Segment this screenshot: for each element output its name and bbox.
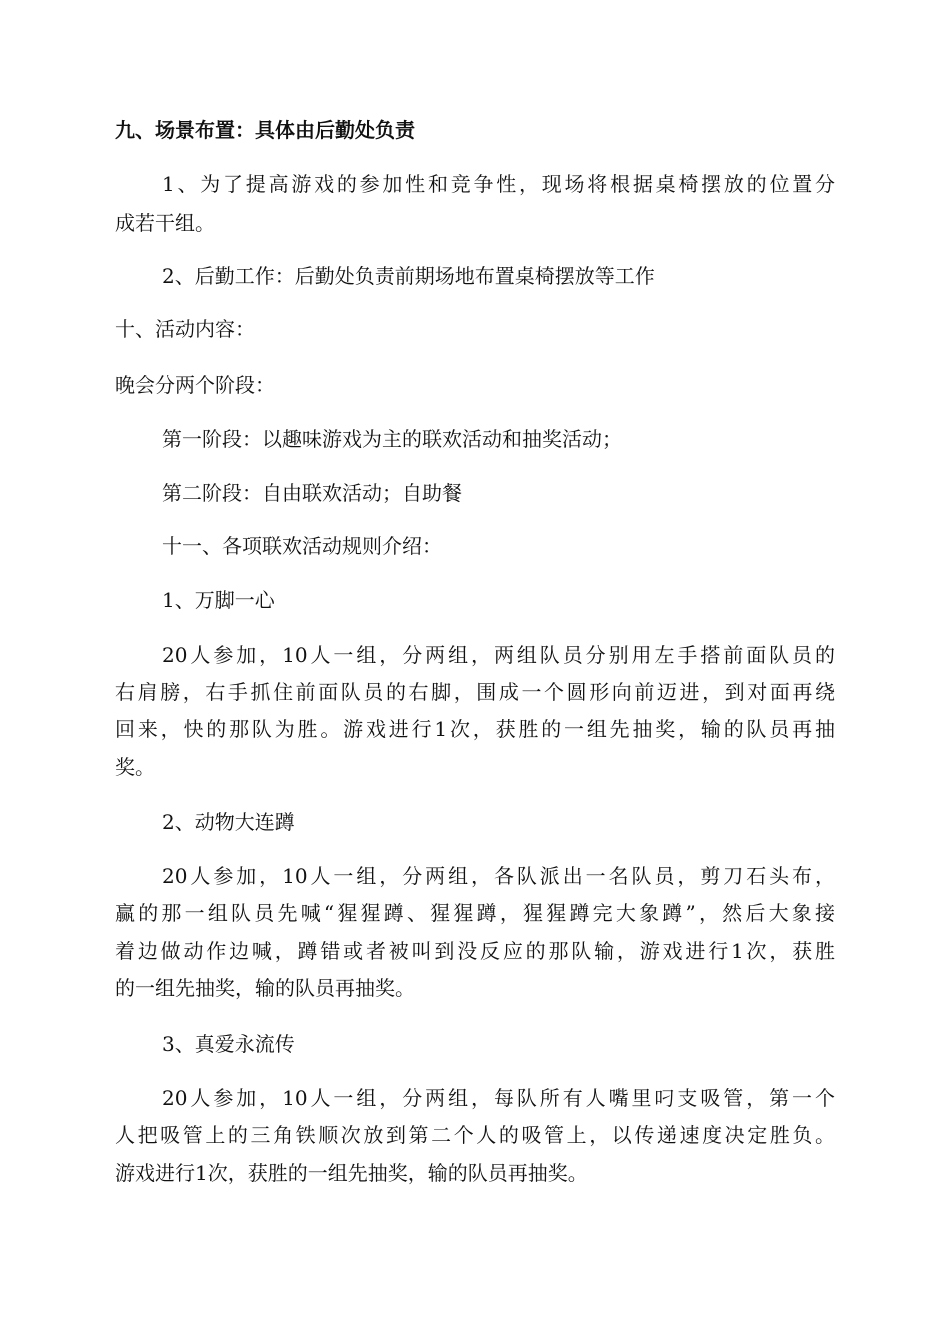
paragraph-line: 成若干组。 <box>115 211 215 235</box>
paragraph-line: 回来，快的那队为胜。游戏进行1次，获胜的一组先抽奖，输的队员再抽 <box>115 717 835 741</box>
paragraph-line: 1、为了提高游戏的参加性和竞争性，现场将根据桌椅摆放的位置分 <box>162 172 835 196</box>
paragraph-line: 游戏进行1次，获胜的一组先抽奖，输的队员再抽奖。 <box>115 1161 588 1185</box>
paragraph-line: 2、后勤工作：后勤处负责前期场地布置桌椅摆放等工作 <box>162 264 655 288</box>
section-heading-9: 九、场景布置：具体由后勤处负责 <box>115 118 415 142</box>
paragraph-line: 右肩膀，右手抓住前面队员的右脚，围成一个圆形向前迈进，到对面再绕 <box>115 680 835 704</box>
paragraph-line: 奖。 <box>115 755 155 779</box>
subheading-game-1: 1、万脚一心 <box>162 588 275 612</box>
paragraph-line: 赢的那一组队员先喊“猩猩蹲、猩猩蹲，猩猩蹲完大象蹲”，然后大象接 <box>115 901 835 925</box>
paragraph-line: 着边做动作边喊，蹲错或者被叫到没反应的那队输，游戏进行1次，获胜 <box>115 939 835 963</box>
subheading-game-3: 3、真爱永流传 <box>162 1032 295 1056</box>
subheading-game-2: 2、动物大连蹲 <box>162 810 295 834</box>
section-heading-11: 十一、各项联欢活动规则介绍： <box>162 534 442 558</box>
section-heading-10: 十、活动内容： <box>115 317 255 341</box>
paragraph-line: 20人参加，10人一组，分两组，每队所有人嘴里叼支吸管，第一个 <box>162 1086 835 1110</box>
paragraph-line: 的一组先抽奖，输的队员再抽奖。 <box>115 976 415 1000</box>
paragraph-line: 20人参加，10人一组，分两组，两组队员分别用左手搭前面队员的 <box>162 643 835 667</box>
paragraph-line: 第二阶段：自由联欢活动；自助餐 <box>162 481 462 505</box>
paragraph-line: 20人参加，10人一组，分两组，各队派出一名队员，剪刀石头布， <box>162 864 835 888</box>
paragraph-line: 晚会分两个阶段： <box>115 373 275 397</box>
paragraph-line: 人把吸管上的三角铁顺次放到第二个人的吸管上，以传递速度决定胜负。 <box>115 1123 835 1147</box>
paragraph-line: 第一阶段：以趣味游戏为主的联欢活动和抽奖活动； <box>162 427 622 451</box>
